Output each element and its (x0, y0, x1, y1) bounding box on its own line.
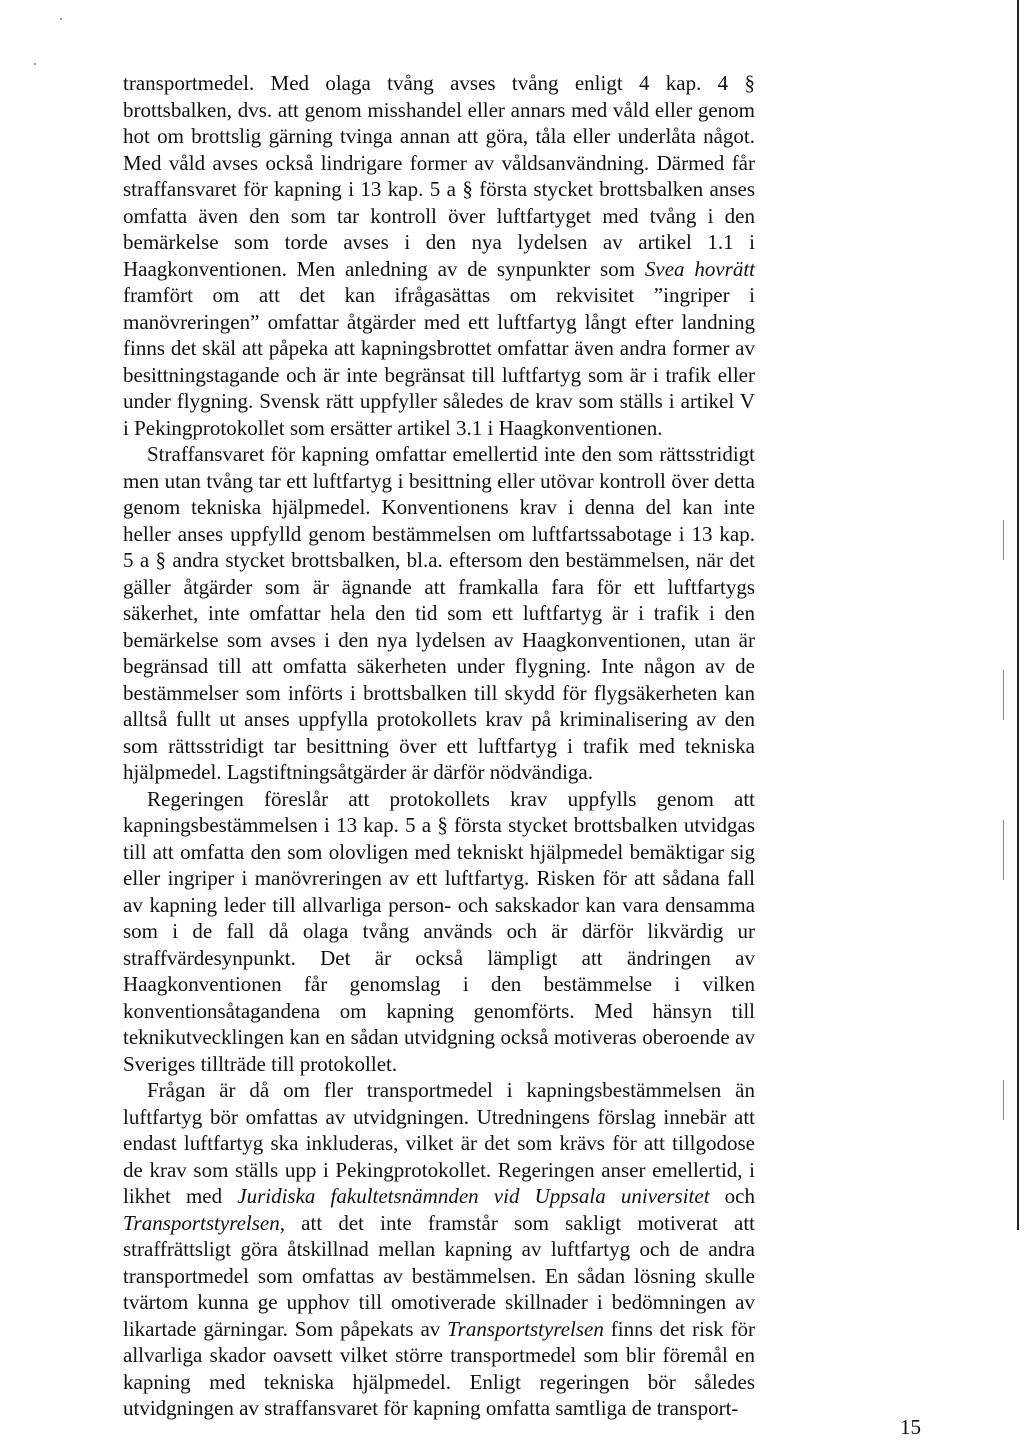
paragraph (123, 70, 755, 441)
italic-run: Svea hovrätt (644, 256, 755, 281)
scan-edge-line (1017, 0, 1019, 1230)
italic-run: Transportstyrelsen, (123, 1210, 285, 1235)
text-run: transportmedel. Med olaga tvång avses tvång enligt 4 kap. 4 § brottsbalken, dvs. att genom misshandel eller annars med våld eller genom hot om brottslig gärning tvinga annan att göra, tåla eller underlåta något. Med våld avses också lindrigare former av våldsanvändning. Därmed får straffansvaret för kapning i 13 kap. 5 a § första stycket brottsbalken anses omfatta även den som tar kontroll över luftfartyget med tvång i den bemärkelse som torde avses i den nya lydelsen av artikel 1.1 i Haagkonventionen. Men anledning av de synpunkter som (123, 71, 755, 281)
scan-mark (1003, 520, 1004, 560)
scan-mark (1003, 1080, 1004, 1120)
text-run: Straffansvaret för kapning omfattar emellertid inte den som rättsstridigt men utan tvång tar ett luftfartyg i besittning eller utövar kontroll över detta genom tekniska hjälpmedel. Konventionens krav i denna del kan inte heller anses uppfylld genom bestämmelsen om luftfartssabotage i 13 kap. 5 a § andra stycket brottsbalken, bl.a. eftersom den bestämmelsen, när det gäller åtgärder som är ägnande att framkalla fara för ett luftfartygs säkerhet, inte omfattar hela den tid som ett luftfartyg är i trafik i den bemärkelse som avses i den nya lydelsen av Haagkonventionen, utan är begränsad till att omfatta säkerheten under flygning. Inte någon av de bestämmelser som införts i brottsbalken till skydd för flygsäkerheten kan alltså fullt ut anses uppfylla protokollets krav på kriminalisering av den som rättsstridigt tar besittning över ett luftfartyg i trafik med tekniska hjälpmedel. Lagstiftningsåtgärder är därför nödvändiga. (123, 442, 755, 784)
text-run: Frågan är då om fler transportmedel i kapningsbestämmelsen än luftfartyg bör omfattas av utvidgningen. Utredningens förslag innebär att endast luftfartyg ska inkluderas, vilket är det som krävs för att tillgodose de krav som ställs upp i Pekingprotokollet. Regeringen anser emellertid, i likhet med (123, 1078, 755, 1208)
scan-speck (60, 18, 62, 20)
paragraph (123, 441, 755, 786)
text-run: Regeringen föreslår att protokollets krav uppfylls genom att kapningsbestämmelsen i 13 kap. 5 a § första stycket brottsbalken utvidgas till att omfatta den som olovligen med tekniskt hjälpmedel bemäktigar sig eller ingriper i manövreringen av ett luftfartyg. Risken för att sådana fall av kapning leder till allvarliga person- och sakskador kan vara densamma som i de fall då olaga tvång används och är därför likvärdig ur straffvärdesynpunkt. Det är också lämpligt att ändringen av Haagkonventionen får genomslag i den bestämmelse i vilken konventionsåtagandena om kapning genomförts. Med hänsyn till teknikutvecklingen kan en sådan utvidgning också motiveras oberoende av Sveriges tillträde till protokollet. (123, 786, 755, 1076)
text-run: framfört om att det kan ifrågasättas om rekvisitet ”ingriper i manövreringen” omfattar åtgärder med ett luftfartyg långt efter landning finns det skäl att påpeka att kapningsbrottet omfattar även andra former av besittningstagande och är inte begränsat till luftfartyg som är i trafik eller under flygning. Svensk rätt uppfyller således de krav som ställs i artikel V i Pekingprotokollet som ersätter artikel 3.1 i Haagkonventionen. (123, 283, 755, 440)
italic-run: Juridiska fakultetsnämnden vid Uppsala universitet (237, 1184, 710, 1208)
text-run: finns det risk för allvarliga skador oavsett vilket större transportmedel som blir föremål en kapning med tekniska hjälpmedel. Enligt regeringen bör således utvidgningen av straffansvaret för kapning omfatta samtliga de transport- (123, 1316, 755, 1420)
scan-mark (1003, 820, 1004, 880)
paragraph (123, 1077, 755, 1422)
italic-run: Transportstyrelsen (447, 1316, 604, 1341)
paragraph (123, 786, 755, 1078)
scan-speck (34, 63, 36, 65)
page-number: 15 (900, 1415, 921, 1439)
scan-mark (1003, 670, 1004, 720)
text-run: att det inte framstår som sakligt motiverat att straffrättsligt göra åtskillnad mellan kapning av luftfartyg och de andra transportmedel som omfattas av bestämmelsen. En sådan lösning skulle tvärtom kunna ge upphov till omotiverade skillnader i bedömningen av likartade gärningar. Som påpekats av (123, 1210, 755, 1341)
text-run: och (709, 1184, 755, 1208)
body-text (123, 70, 755, 1422)
